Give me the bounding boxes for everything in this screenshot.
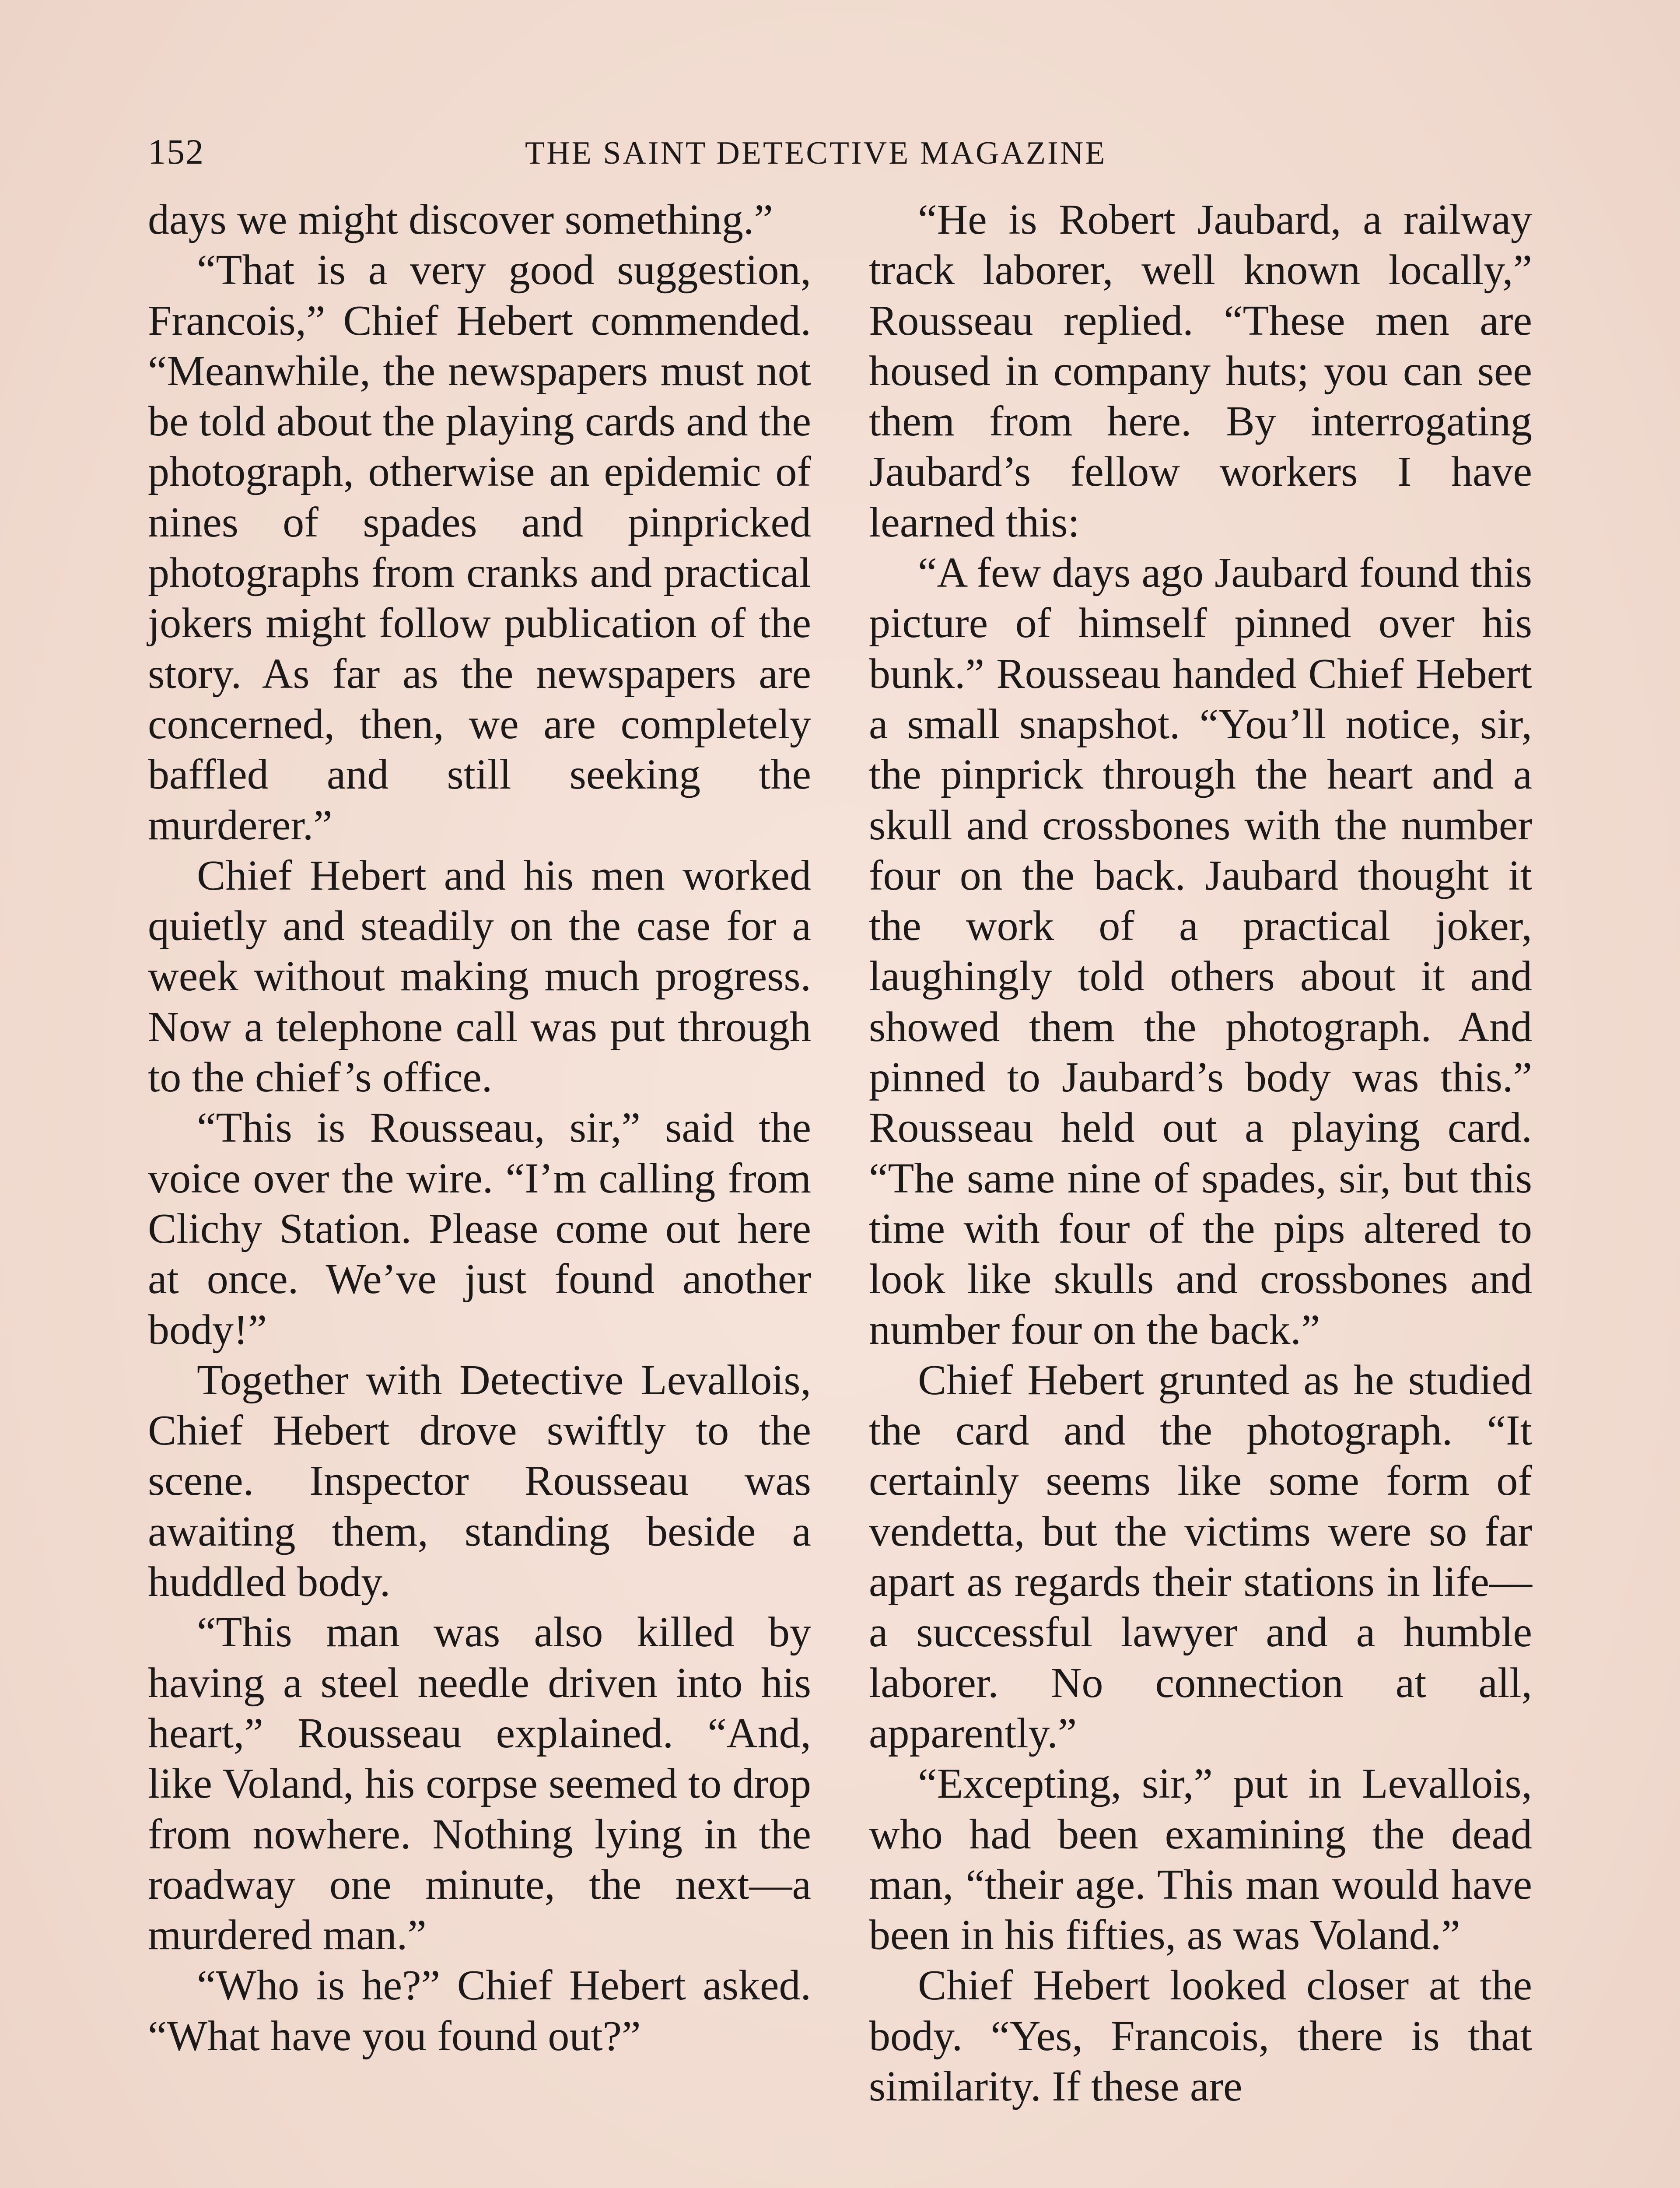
paragraph: Together with Detective Levallois, Chief Hebert drove swiftly to the scene. Inspector Rousseau was awaiting them, standing beside a huddled body. [148,1356,811,1606]
page-number: 152 [148,132,204,172]
paragraph: “This is Rousseau, sir,” said the voice over the wire. “I’m calling from Clichy Station. Please come out here at once. We’ve just found another body!” [148,1104,811,1353]
paragraph: “This man was also killed by having a steel needle driven into his heart,” Rousseau explained. “And, like Voland, his corpse seemed to drop from nowhere. Nothing lying in the roadway one minute, the next—a murdered man.” [148,1609,811,1959]
paragraph: Chief Hebert and his men worked quietly and steadily on the case for a week without making much progress. Now a telephone call was put through to the chief’s office. [148,852,811,1101]
paragraph: “Who is he?” Chief Hebert asked. “What have you found out?” [148,1962,811,2060]
right-text-column [869,195,1532,2112]
left-text-column [148,195,811,2062]
paragraph: “He is Robert Jaubard, a railway track laborer, well known locally,” Rousseau replied. “These men are housed in company huts; you can see them from here. By interrogating Jaubard’s fellow workers I have learned this: [869,196,1532,546]
paragraph: Chief Hebert looked closer at the body. “Yes, Francois, there is that similarity. If these are [869,1962,1532,2110]
paragraph: “Excepting, sir,” put in Levallois, who had been examining the dead man, “their age. This man would have been in his fifties, as was Voland.” [869,1760,1532,1959]
paragraph: “That is a very good suggestion, Francois,” Chief Hebert commended. “Meanwhile, the newspapers must not be told about the playing cards and the photograph, otherwise an epidemic of nines of spades and pinpricked photographs from cranks and practical jokers might follow publication of the story. As far as the newspapers are concerned, then, we are completely baffled and still seeking the murderer.” [148,246,811,849]
paragraph: Chief Hebert grunted as he studied the card and the photograph. “It certainly seems like some form of vendetta, but the victims were so far apart as regards their stations in life—a successful lawyer and a humble laborer. No connection at all, apparently.” [869,1356,1532,1757]
paragraph: “A few days ago Jaubard found this picture of himself pinned over his bunk.” Rousseau handed Chief Hebert a small snapshot. “You’ll notice, sir, the pinprick through the heart and a skull and crossbones with the number four on the back. Jaubard thought it the work of a practical joker, laughingly told others about it and showed them the photograph. And pinned to Jaubard’s body was this.” Rousseau held out a playing card. “The same nine of spades, sir, but this time with four of the pips altered to look like skulls and crossbones and number four on the back.” [869,549,1532,1353]
running-title: THE SAINT DETECTIVE MAGAZINE [525,135,1107,171]
paragraph: days we might discover something.” [148,196,773,243]
